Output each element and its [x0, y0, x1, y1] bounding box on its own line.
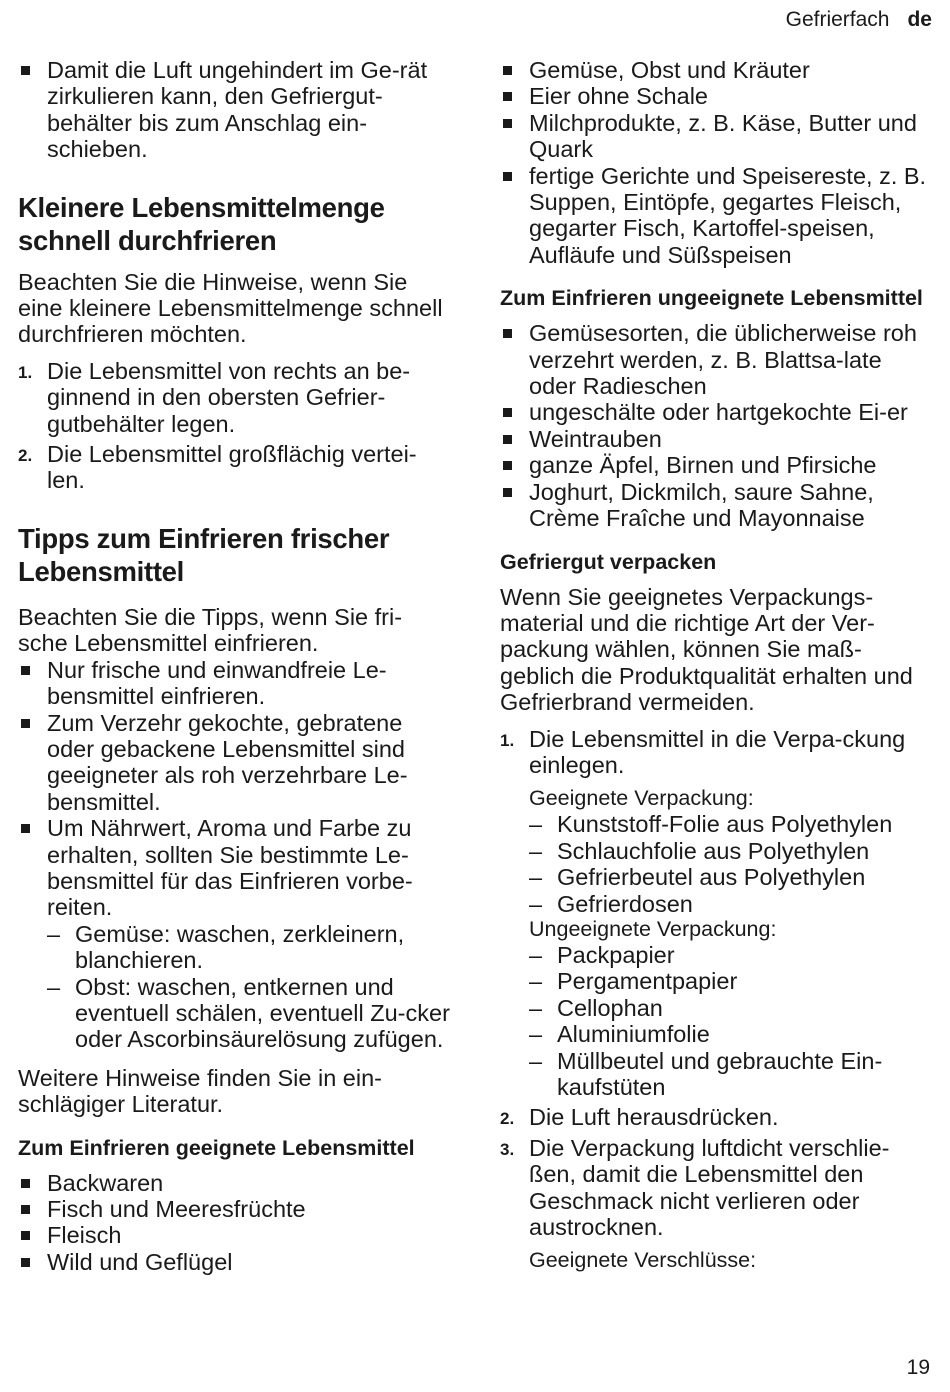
list-item: Zum Verzehr gekochte, gebratene oder gebackene Lebensmittel sind geeigneter als roh verzehrbare Le-bensmittel.	[18, 710, 450, 816]
right-column	[500, 57, 932, 1273]
heading-tips: Tipps zum Einfrieren frischer Lebensmittel	[18, 522, 390, 587]
list-item: Nur frische und einwandfreie Le-bensmittel einfrieren.	[18, 657, 450, 710]
list-item: Gemüsesorten, die üblicherweise roh verzehrt werden, z. B. Blattsa-late oder Radieschen	[500, 320, 932, 399]
dash-item: – Müllbeutel und gebrauchte Ein-kaufstüten	[529, 1048, 932, 1101]
heading-suitable-foods: Zum Einfrieren geeignete Lebensmittel	[18, 1135, 415, 1160]
step-item: 1. Die Lebensmittel in die Verpa-ckung einlegen. Geeignete Verpackung: – Kunststoff-Folie aus Polyethylen – Schlauchfolie aus Polyethylen – Gefrierbeutel aus Polyethylen – Gefrierdosen Ungeeignete Verpackung: – Packpapier – Pergamentpapier – Cellophan – Aluminiumfolie – Müllbeutel und gebrauchte Ein-kaufstüten	[500, 726, 932, 1101]
unsuitable-packaging-list	[529, 942, 932, 1100]
suitable-packaging-label: Geeignete Verpackung:	[529, 786, 754, 811]
list-item: Backwaren	[18, 1170, 450, 1196]
dash-item: – Schlauchfolie aus Polyethylen	[529, 838, 932, 864]
paragraph-tips: Beachten Sie die Tipps, wenn Sie fri-sche Lebensmittel einfrieren.	[18, 603, 403, 657]
page-header	[786, 8, 932, 32]
suitable-packaging-list	[529, 811, 932, 917]
intro-bullet-list	[18, 57, 450, 163]
header-language: de	[907, 8, 932, 31]
paragraph-packing: Wenn Sie geeignetes Verpackungs-material und die richtige Art der Ver-packung wählen, können Sie maß-geblich die Produktqualität erhalten und Gefrierbrand vermeiden.	[500, 583, 913, 716]
header-section-name: Gefrierfach	[785, 8, 890, 31]
paragraph-more-info: Weitere Hinweise finden Sie in ein-schlägiger Literatur.	[18, 1064, 382, 1118]
list-item: Fleisch	[18, 1222, 450, 1248]
closures-label: Geeignete Verschlüsse:	[529, 1248, 757, 1273]
step-item: 1. Die Lebensmittel von rechts an be-ginnend in den obersten Gefrier-gutbehälter legen.	[18, 357, 411, 437]
dash-item: – Obst: waschen, entkernen und eventuell schälen, eventuell Zu-cker oder Ascorbinsäurelösung zufügen.	[47, 974, 450, 1053]
list-item: Milchprodukte, z. B. Käse, Butter und Quark	[500, 110, 932, 163]
dash-item: – Packpapier	[529, 942, 932, 968]
suitable-foods-list	[18, 1170, 450, 1276]
prep-dash-list	[47, 921, 450, 1053]
list-item: Wild und Geflügel	[18, 1249, 450, 1275]
list-item: Damit die Luft ungehindert im Ge-rät zirkulieren kann, den Gefriergut-behälter bis zum Anschlag ein-schieben.	[18, 57, 450, 163]
heading-packing: Gefriergut verpacken	[500, 549, 717, 574]
dash-item: – Cellophan	[529, 995, 932, 1021]
list-item: fertige Gerichte und Speisereste, z. B. Suppen, Eintöpfe, gegartes Fleisch, gegarter Fisch, Kartoffel-speisen, Aufläufe und Süßspeisen	[500, 163, 932, 269]
list-item: ganze Äpfel, Birnen und Pfirsiche	[500, 452, 932, 478]
tips-bullet-list	[18, 657, 450, 1053]
step-item: 3. Die Verpackung luftdicht verschlie-ßen, damit die Lebensmittel den Geschmack nicht verlieren oder austrocknen. Geeignete Verschlüsse:	[500, 1135, 932, 1274]
list-item: Gemüse, Obst und Kräuter	[500, 57, 932, 83]
list-item: ungeschälte oder hartgekochte Ei-er	[500, 399, 932, 425]
dash-item: – Aluminiumfolie	[529, 1021, 932, 1047]
unsuitable-foods-list	[500, 320, 932, 531]
steps-small-amount	[18, 358, 450, 494]
heading-unsuitable-foods: Zum Einfrieren ungeeignete Lebensmittel	[500, 286, 923, 311]
step-item: 2. Die Luft herausdrücken.	[500, 1104, 779, 1131]
list-item: Weintrauben	[500, 426, 932, 452]
list-item: Fisch und Meeresfrüchte	[18, 1196, 450, 1222]
dash-item: – Gefrierdosen	[529, 891, 932, 917]
packing-steps	[500, 726, 932, 1274]
paragraph-small-amount: Beachten Sie die Hinweise, wenn Sie eine kleinere Lebensmittelmenge schnell durchfrieren möchten.	[18, 268, 443, 348]
left-column	[18, 57, 450, 1275]
list-item: Joghurt, Dickmilch, saure Sahne, Crème Fraîche und Mayonnaise	[500, 479, 932, 532]
unsuitable-packaging-label: Ungeeignete Verpackung:	[529, 916, 777, 941]
dash-item: – Kunststoff-Folie aus Polyethylen	[529, 811, 932, 837]
list-item: Eier ohne Schale	[500, 83, 932, 109]
dash-item: – Pergamentpapier	[529, 968, 932, 994]
step-item: 2. Die Lebensmittel großflächig vertei-len.	[18, 441, 417, 494]
dash-item: – Gemüse: waschen, zerkleinern, blanchieren.	[47, 921, 450, 974]
dash-item: – Gefrierbeutel aus Polyethylen	[529, 864, 932, 890]
page-number: 19	[906, 1356, 930, 1379]
list-item: Um Nährwert, Aroma und Farbe zu erhalten, sollten Sie bestimmte Le-bensmittel für das Einfrieren vorbe-reiten. – Gemüse: waschen, zerkleinern, blanchieren. – Obst: waschen, entkernen und eventuell schälen, eventuell Zu-cker oder Ascorbinsäurelösung zufügen.	[18, 815, 450, 1053]
suitable-foods-list-continued	[500, 57, 932, 268]
heading-small-amount: Kleinere Lebensmittelmenge schnell durchfrieren	[18, 191, 385, 256]
